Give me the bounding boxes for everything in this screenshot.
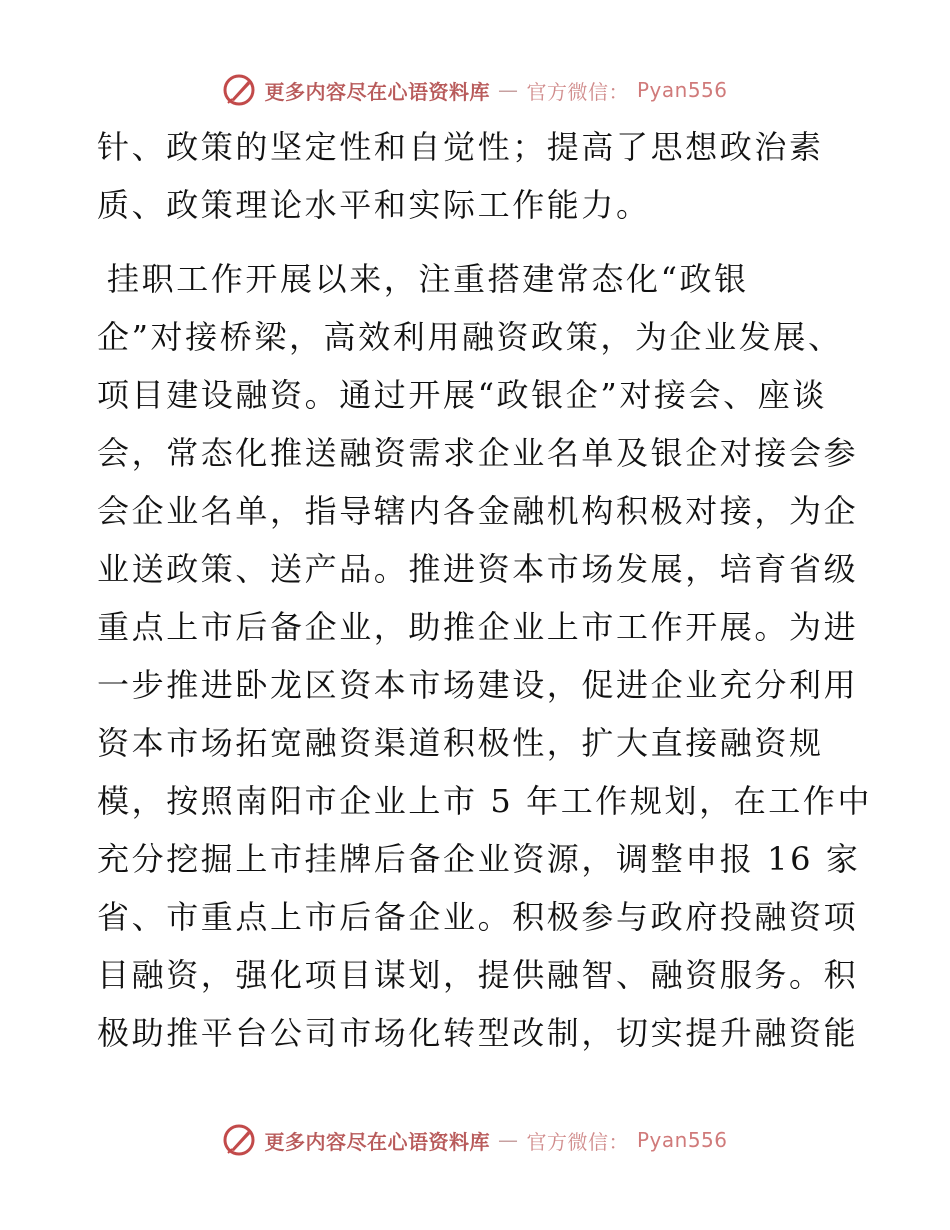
text-line: 挂职工作开展以来，注重搭建常态化“政银 (107, 260, 749, 298)
text-line: 模，按照南阳市企业上市 5 年工作规划，在工作中 (97, 782, 873, 820)
banner-wechat-label: 官方微信： (526, 1129, 629, 1154)
banner-separator: — (497, 78, 519, 102)
banner-title: 更多内容尽在心语资料库 (264, 79, 490, 104)
text-line: 针、政策的坚定性和自觉性；提高了思想政治素 (97, 128, 824, 166)
text-line: 业送政策、送产品。推进资本市场发展，培育省级 (97, 550, 859, 588)
text-line: 会企业名单，指导辖内各金融机构积极对接，为企 (97, 492, 859, 530)
banner-wechat-label: 官方微信： (526, 79, 629, 104)
text-line: 企”对接桥梁，高效利用融资政策，为企业发展、 (97, 318, 843, 356)
text-line: 目融资，强化项目谋划，提供融智、融资服务。积 (97, 956, 859, 994)
banner-title: 更多内容尽在心语资料库 (264, 1129, 490, 1154)
text-line: 资本市场拓宽融资渠道积极性，扩大直接融资规 (97, 724, 824, 762)
banner-wechat-id: Pyan556 (636, 78, 728, 102)
text-line: 一步推进卧龙区资本市场建设，促进企业充分利用 (97, 666, 859, 704)
text-line: 充分挖掘上市挂牌后备企业资源，调整申报 16 家 (97, 840, 861, 878)
text-line: 省、市重点上市后备企业。积极参与政府投融资项 (97, 898, 859, 936)
text-line: 极助推平台公司市场化转型改制，切实提升融资能 (97, 1014, 859, 1052)
text-line: 项目建设融资。通过开展“政银企”对接会、座谈 (97, 376, 827, 414)
text-line: 质、政策理论水平和实际工作能力。 (97, 186, 651, 224)
quill-logo-icon (222, 1123, 256, 1157)
paragraph (97, 118, 867, 234)
footer-banner (0, 1120, 950, 1160)
banner-wechat-id: Pyan556 (636, 1128, 728, 1152)
quill-logo-icon (222, 73, 256, 107)
header-banner (0, 70, 950, 110)
paragraph (97, 250, 873, 1062)
document-body (97, 118, 873, 1062)
text-line: 重点上市后备企业，助推企业上市工作开展。为进 (97, 608, 859, 646)
text-line: 会，常态化推送融资需求企业名单及银企对接会参 (97, 434, 859, 472)
banner-separator: — (497, 1128, 519, 1152)
